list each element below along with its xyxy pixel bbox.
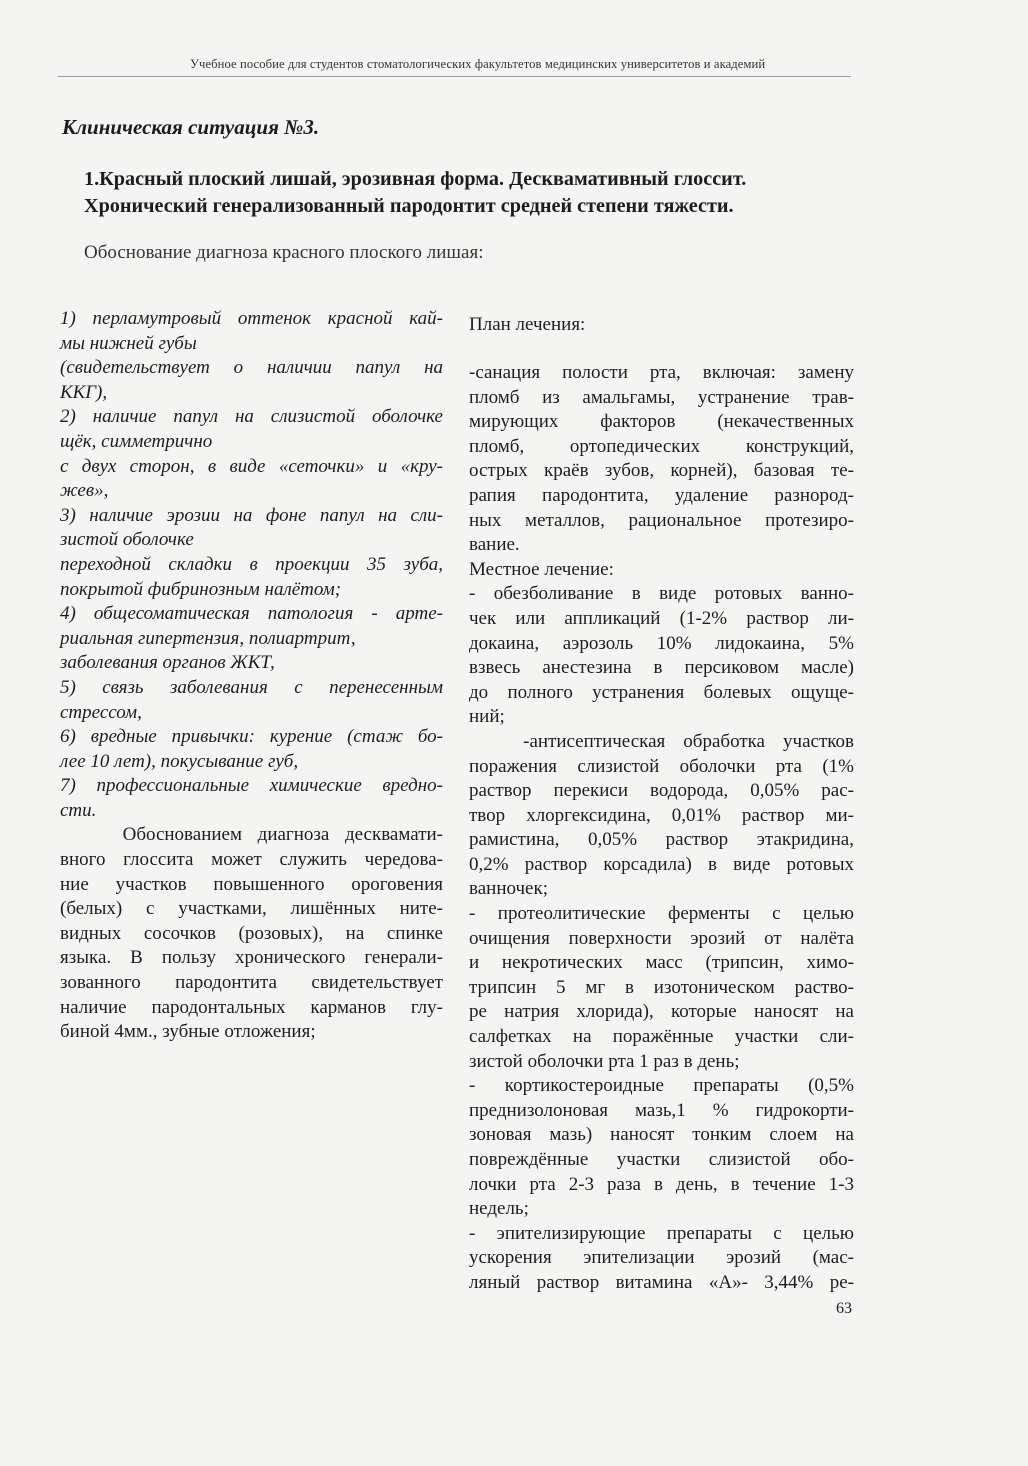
text-line: заболевания органов ЖКТ, — [60, 652, 275, 674]
text-line: переходной складки в проекции 35 зуба, — [60, 553, 443, 575]
text-line: раствор перекиси водорода, 0,05% рас- — [469, 780, 854, 802]
text-line: 7) профессиональные химические вредно- — [60, 775, 443, 797]
diagnosis-line: Хронический генерализованный пародонтит средней степени тяжести. — [84, 195, 734, 217]
text-line: (белых) с участками, лишённых ните- — [60, 898, 443, 920]
header-divider — [58, 76, 851, 77]
text-line: пломб, ортопедических конструкций, — [469, 435, 854, 457]
text-line: твор хлоргексидина, 0,01% раствор ми- — [469, 804, 854, 826]
text-line: лочки рта 2-3 раза в день, в течение 1-3 — [469, 1173, 854, 1195]
text-line: трипсин 5 мг в изотоническом раство- — [469, 976, 854, 998]
treatment-plan-title: План лечения: — [469, 314, 586, 335]
text-line: Обоснованием диагноза десквамати- — [60, 824, 443, 846]
text-line: с двух сторон, в виде «сеточки» и «кру- — [60, 455, 443, 477]
text-line: -антисептическая обработка участков — [469, 730, 854, 752]
diagnosis-line: 1.Красный плоский лишай, эрозивная форма. Десквамативный глоссит. — [84, 168, 747, 190]
text-line: салфетках на поражённые участки сли- — [469, 1026, 854, 1048]
text-line: преднизолоновая мазь,1 % гидрокорти- — [469, 1099, 854, 1121]
text-line: ных металлов, рациональное протезиро- — [469, 509, 854, 531]
text-line: зистой оболочке — [60, 529, 194, 551]
text-line: наличие пародонтальных карманов глу- — [60, 996, 443, 1018]
text-line: зоновая мазь) наносят тонким слоем на — [469, 1124, 854, 1146]
diagnosis-block — [84, 166, 844, 220]
text-line: ляный раствор витамина «А»- 3,44% ре- — [469, 1271, 854, 1293]
text-line: - кортикостероидные препараты (0,5% — [469, 1075, 854, 1097]
text-line: 4) общесоматическая патология - арте- — [60, 603, 443, 625]
glossitis-rationale-paragraph — [60, 823, 443, 1044]
text-line: зованного пародонтита свидетельствует — [60, 972, 443, 994]
text-line: 3) наличие эрозии на фоне папул на сли- — [60, 504, 443, 526]
text-line: вание. — [469, 534, 520, 556]
text-line: взвесь анестезина в персиковом масле) — [469, 657, 854, 679]
text-line: ККГ), — [60, 381, 108, 403]
text-line: 0,2% раствор корсадила) в виде ротовых — [469, 853, 854, 875]
text-line: рамистина, 0,05% раствор этакридина, — [469, 829, 854, 851]
text-line: 1) перламутровый оттенок красной кай- — [60, 308, 443, 329]
text-line: зистой оболочки рта 1 раз в день; — [469, 1050, 740, 1072]
page-number: 63 — [836, 1300, 852, 1317]
situation-title: Клиническая ситуация №3. — [62, 115, 320, 139]
text-line: поражения слизистой оболочки рта (1% — [469, 755, 854, 777]
running-header: Учебное пособие для студентов стоматологических факультетов медицинских университетов и академий — [190, 57, 766, 71]
text-line: рапия пародонтита, удаление разнород- — [469, 484, 854, 506]
text-line: чек или аппликаций (1-2% раствор ли- — [469, 607, 854, 629]
text-line: 2) наличие папул на слизистой оболочке — [60, 406, 443, 428]
text-line: очищения поверхности эрозий от налёта — [469, 927, 854, 949]
text-line: риальная гипертензия, полиартрит, — [60, 627, 356, 649]
text-line: докаина, аэрозоль 10% лидокаина, 5% — [469, 632, 854, 654]
text-line: щёк, симметрично — [60, 430, 213, 452]
text-line: ускорения эпителизации эрозий (мас- — [469, 1247, 854, 1269]
text-line: сти. — [60, 799, 97, 821]
text-line: - обезболивание в виде ротовых ванно- — [469, 583, 854, 605]
spacer — [469, 337, 854, 361]
treatment-plan-text — [469, 361, 854, 1296]
text-line: мы нижней губы — [60, 332, 197, 354]
text-line: биной 4мм., зубные отложения; — [60, 1021, 316, 1043]
text-line: - эпителизирующие препараты с целью — [469, 1222, 854, 1244]
text-line: пломб из амальгамы, устранение трав- — [469, 386, 854, 408]
right-column — [469, 307, 854, 1296]
text-line: до полного устранения болевых ощуще- — [469, 681, 854, 703]
text-line: повреждённые участки слизистой обо- — [469, 1149, 854, 1170]
text-line: мирующих факторов (некачественных — [469, 411, 854, 433]
text-line: - протеолитические ферменты с целью — [469, 903, 854, 925]
text-line: Местное лечение: — [469, 558, 614, 580]
text-line: лее 10 лет), покусывание губ, — [60, 750, 299, 772]
text-line: языка. В пользу хронического генерали- — [60, 947, 443, 969]
left-column — [60, 307, 443, 1045]
text-line: 6) вредные привычки: курение (стаж бо- — [60, 726, 443, 748]
text-line: -санация полости рта, включая: замену — [469, 362, 854, 383]
text-line: недель; — [469, 1198, 529, 1220]
text-line: вного глоссита может служить чередова- — [60, 849, 443, 871]
text-line: ре натрия хлорида), которые наносят на — [469, 1001, 854, 1023]
text-line: ний; — [469, 706, 505, 728]
text-line: видных сосочков (розовых), на спинке — [60, 922, 443, 944]
lichen-planus-criteria-list — [60, 307, 443, 823]
text-line: ванночек; — [469, 878, 548, 900]
text-line: 5) связь заболевания с перенесенным — [60, 676, 443, 698]
text-line: покрытой фибринозным налётом; — [60, 578, 342, 600]
rationale-heading: Обоснование диагноза красного плоского лишая: — [84, 242, 484, 263]
text-line: стрессом, — [60, 701, 142, 723]
text-line: острых краёв зубов, корней), базовая те- — [469, 460, 854, 482]
text-line: (свидетельствует о наличии папул на — [60, 357, 443, 379]
text-line: жев», — [60, 480, 109, 502]
text-line: ние участков повышенного ороговения — [60, 873, 443, 895]
text-line: и некротических масс (трипсин, химо- — [469, 952, 854, 974]
